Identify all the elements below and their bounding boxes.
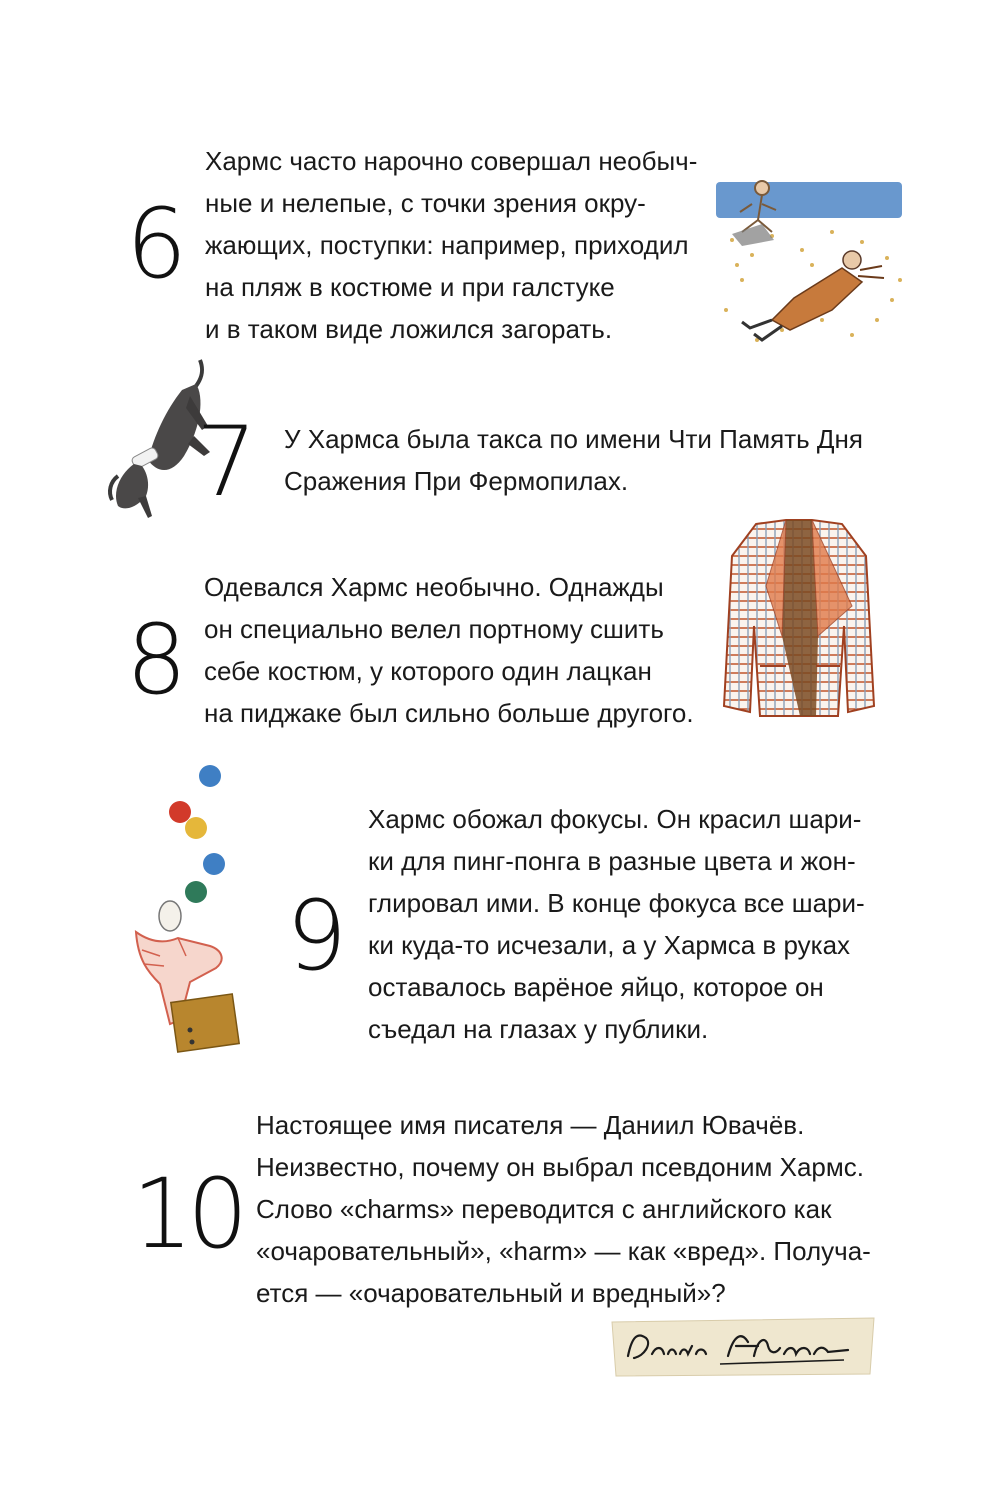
juggling-hand-illustration [130,760,242,1060]
fact-text-6 [205,140,697,350]
text-line: ные и нелепые, с точки зрения окру- [205,188,646,218]
fact-text-10 [256,1104,871,1314]
plaid-jacket-illustration [716,516,882,726]
text-line: и в таком виде ложился загорать. [205,314,613,344]
fact-number-7: 7 [196,406,256,518]
text-line: Слово «charms» переводится с английского как [256,1194,832,1224]
fact-text-9 [368,798,865,1050]
text-line: Сражения При Фермопилах. [284,466,629,496]
text-line: «очаровательный», «harm» — как «вред». Получа- [256,1236,871,1266]
fact-text-7 [284,418,863,502]
text-line: на пиджаке был сильно больше другого. [204,698,694,728]
fact-number-9: 9 [286,880,346,992]
text-line: Одевался Хармс необычно. Однажды [204,572,664,602]
text-line: себе костюм, у которого один лацкан [204,656,652,686]
text-line: ки куда-то исчезали, а у Хармса в руках [368,930,851,960]
text-line: ки для пинг-понга в разные цвета и жон- [368,846,856,876]
text-line: жающих, поступки: например, приходил [205,230,689,260]
fact-number-10: 10 [132,1158,243,1270]
text-line: Хармс часто нарочно совершал необыч- [205,146,698,176]
text-line: Неизвестно, почему он выбрал псевдоним Хармс. [256,1152,864,1182]
text-line: на пляж в костюме и при галстуке [205,272,615,302]
text-line: Настоящее имя писателя — Даниил Ювачёв. [256,1110,805,1140]
text-line: оставалось варёное яйцо, которое он [368,972,824,1002]
beach-scene-illustration [712,170,910,350]
signature-illustration [608,1316,878,1378]
text-line: глировал ими. В конце фокуса все шари- [368,888,865,918]
text-line: Хармс обожал фокусы. Он красил шари- [368,804,862,834]
text-line: съедал на глазах у публики. [368,1014,709,1044]
text-line: У Хармса была такса по имени Чти Память Дня [284,424,863,454]
fact-text-8 [204,566,694,734]
text-line: ется — «очаровательный и вредный»? [256,1278,726,1308]
fact-number-8: 8 [126,604,186,716]
fact-number-6: 6 [126,188,186,300]
text-line: он специально велел портному сшить [204,614,664,644]
